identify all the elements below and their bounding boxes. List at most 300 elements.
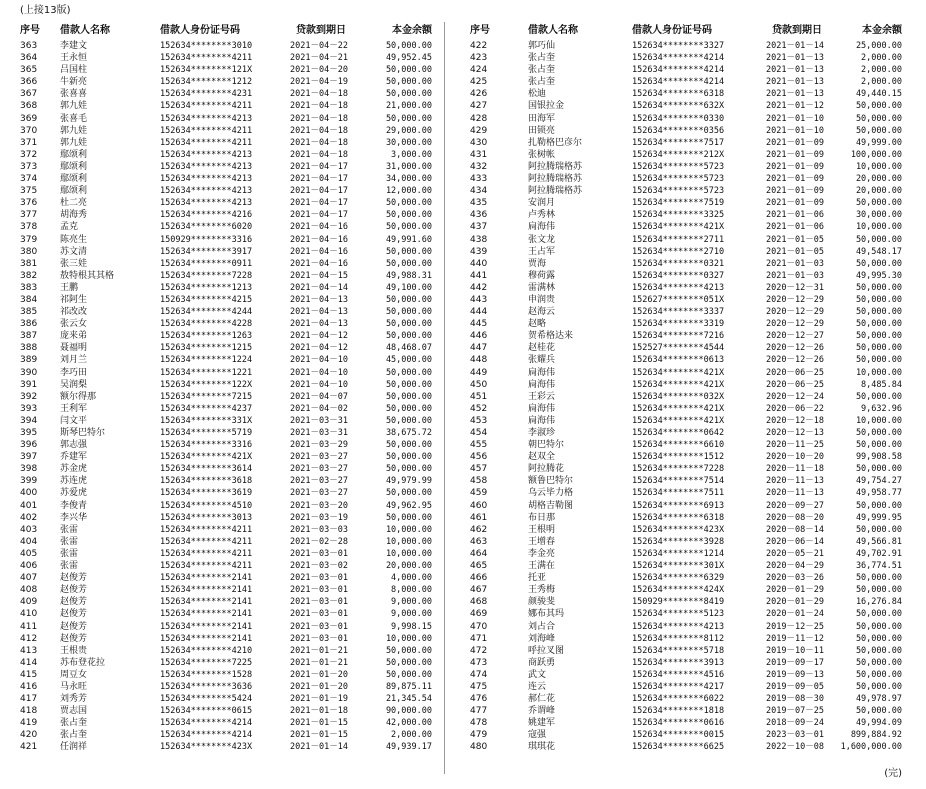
table-row	[20, 439, 432, 451]
table-row	[470, 209, 902, 221]
row-due-date: 2021－04－16	[290, 246, 348, 257]
row-balance: 50,000.00	[385, 440, 432, 451]
row-seq: 454	[470, 428, 488, 438]
table-row	[470, 427, 902, 439]
row-seq: 384	[20, 294, 38, 305]
row-seq: 394	[20, 415, 38, 426]
row-borrower-name: 王根贵	[60, 645, 88, 656]
table-row	[20, 209, 432, 221]
row-seq: 414	[20, 657, 38, 668]
row-due-date: 2021－01－09	[766, 198, 824, 209]
row-due-date: 2022－10－08	[766, 742, 824, 753]
row-balance: 20,000.00	[855, 186, 902, 197]
row-balance: 50,000.00	[385, 41, 432, 51]
row-borrower-name: 张占奎	[60, 718, 88, 729]
row-due-date: 2019－10－11	[766, 645, 824, 656]
table-row	[470, 367, 902, 379]
column-divider	[444, 22, 445, 774]
row-due-date: 2021－01－10	[766, 125, 824, 136]
row-seq: 433	[470, 174, 488, 185]
row-balance: 50,000.00	[855, 681, 902, 692]
row-seq: 389	[20, 355, 38, 366]
row-due-date: 2020－12－24	[766, 391, 824, 402]
row-seq: 378	[20, 222, 38, 233]
row-borrower-name: 扎勒格巴彦尔	[528, 137, 583, 148]
row-borrower-name: 姚建军	[528, 718, 556, 729]
table-row	[20, 391, 432, 403]
table-row	[470, 669, 902, 681]
row-due-date: 2019－09－17	[766, 657, 824, 668]
row-due-date: 2020－12－26	[766, 343, 824, 354]
row-balance: 50,000.00	[385, 657, 432, 668]
row-borrower-name: 胡格吉勒图	[528, 500, 574, 511]
table-row	[470, 258, 902, 270]
row-borrower-name: 张雷	[60, 524, 79, 535]
row-id-number: 152634********4216	[160, 210, 253, 221]
table-row	[470, 52, 902, 64]
row-id-number: 152634********3614	[160, 464, 253, 475]
row-borrower-name: 苏布登花拉	[60, 657, 106, 668]
row-balance: 49,440.15	[855, 89, 902, 100]
row-balance: 45,000.00	[385, 355, 432, 366]
row-balance: 99,908.58	[855, 452, 902, 463]
row-due-date: 2021－04－10	[290, 355, 348, 366]
row-due-date: 2021－04－17	[290, 186, 348, 197]
row-seq: 363	[20, 41, 38, 51]
row-borrower-name: 托亚	[528, 573, 547, 584]
table-header	[20, 18, 432, 36]
row-id-number: 152634********7225	[160, 657, 253, 668]
row-id-number: 152634********5424	[160, 694, 253, 705]
row-balance: 20,000.00	[385, 561, 432, 572]
table-row	[470, 512, 902, 524]
row-id-number: 152634********3013	[160, 512, 253, 523]
row-due-date: 2020－09－27	[766, 500, 824, 511]
row-seq: 447	[470, 343, 488, 354]
row-id-number: 152634********421X	[632, 367, 725, 378]
row-due-date: 2021－03－01	[290, 573, 348, 584]
table-row	[470, 197, 902, 209]
row-due-date: 2021－03－20	[290, 500, 348, 511]
table-row	[20, 221, 432, 233]
row-seq: 453	[470, 415, 488, 426]
row-borrower-name: 苏连虎	[60, 476, 88, 487]
row-id-number: 152634********0911	[160, 258, 253, 269]
row-seq: 439	[470, 246, 488, 257]
row-due-date: 2021－01－13	[766, 89, 824, 100]
row-id-number: 152634********1528	[160, 669, 253, 680]
row-due-date: 2020－12－31	[766, 282, 824, 293]
table-row	[470, 270, 902, 282]
row-balance: 89,875.11	[385, 681, 432, 692]
row-due-date: 2021－03－31	[290, 428, 348, 438]
table-row	[20, 645, 432, 657]
row-due-date: 2021－01－13	[766, 77, 824, 88]
row-borrower-name: 张雷	[60, 561, 79, 572]
table-body	[20, 40, 432, 754]
table-row	[20, 282, 432, 294]
row-balance: 50,000.00	[385, 210, 432, 221]
table-row	[470, 391, 902, 403]
row-due-date: 2021－04－18	[290, 89, 348, 100]
row-seq: 444	[470, 307, 488, 318]
row-borrower-name: 刘海峰	[528, 633, 556, 644]
row-balance: 2,000.00	[391, 730, 432, 741]
row-seq: 395	[20, 428, 38, 438]
row-borrower-name: 李巧田	[60, 367, 88, 378]
row-balance: 10,000.00	[855, 161, 902, 172]
row-seq: 442	[470, 282, 488, 293]
row-id-number: 150929********8419	[632, 597, 725, 608]
row-borrower-name: 王永恒	[60, 53, 88, 64]
row-id-number: 152634********4213	[160, 174, 253, 185]
row-id-number: 152634********1215	[160, 343, 253, 354]
row-due-date: 2020－12－29	[766, 307, 824, 318]
continuation-note: (上接13版)	[20, 5, 71, 16]
row-seq: 402	[20, 512, 38, 523]
row-id-number: 152634********032X	[632, 391, 725, 402]
table-row	[470, 536, 902, 548]
row-borrower-name: 扃海伟	[528, 367, 556, 378]
row-seq: 450	[470, 379, 488, 390]
row-seq: 392	[20, 391, 38, 402]
row-id-number: 152634********0616	[632, 718, 725, 729]
row-seq: 435	[470, 198, 488, 209]
row-due-date: 2023－03－01	[766, 730, 824, 741]
table-row	[20, 113, 432, 125]
row-borrower-name: 雷满林	[528, 282, 556, 293]
row-balance: 49,991.60	[385, 234, 432, 245]
row-id-number: 152634********4214	[632, 77, 725, 88]
row-id-number: 152634********3337	[632, 307, 725, 318]
row-id-number: 152634********0330	[632, 113, 725, 124]
row-seq: 455	[470, 440, 488, 451]
row-borrower-name: 乌云毕力格	[528, 488, 574, 499]
table-row	[470, 633, 902, 645]
row-seq: 412	[20, 633, 38, 644]
table-row	[20, 173, 432, 185]
row-id-number: 152634********0356	[632, 125, 725, 136]
row-due-date: 2020－03－26	[766, 573, 824, 584]
row-due-date: 2020－12－18	[766, 415, 824, 426]
row-borrower-name: 王根明	[528, 524, 556, 535]
row-seq: 473	[470, 657, 488, 668]
row-borrower-name: 连云	[528, 681, 547, 692]
row-seq: 458	[470, 476, 488, 487]
row-balance: 12,000.00	[385, 186, 432, 197]
row-id-number: 152634********4211	[160, 53, 253, 64]
row-seq: 424	[470, 65, 488, 76]
row-balance: 25,000.00	[855, 41, 902, 51]
row-seq: 381	[20, 258, 38, 269]
row-borrower-name: 张云女	[60, 319, 88, 330]
row-balance: 90,000.00	[385, 706, 432, 717]
row-balance: 1,600,000.00	[840, 742, 902, 753]
table-row	[20, 548, 432, 560]
table-row	[470, 451, 902, 463]
row-borrower-name: 祁阿生	[60, 294, 88, 305]
row-borrower-name: 李建文	[60, 41, 88, 51]
table-row	[470, 342, 902, 354]
row-seq: 446	[470, 331, 488, 342]
row-seq: 430	[470, 137, 488, 148]
row-due-date: 2021－03－27	[290, 464, 348, 475]
row-seq: 391	[20, 379, 38, 390]
table-row	[470, 487, 902, 499]
row-seq: 400	[20, 488, 38, 499]
table-row	[20, 354, 432, 366]
row-balance: 10,000.00	[385, 524, 432, 535]
row-seq: 368	[20, 101, 38, 112]
row-borrower-name: 郭巧仙	[528, 41, 556, 51]
row-due-date: 2021－01－06	[766, 210, 824, 221]
table-row	[470, 100, 902, 112]
row-due-date: 2021－04－17	[290, 210, 348, 221]
row-borrower-name: 额鲁巴特尔	[528, 476, 574, 487]
row-id-number: 152634********6022	[632, 694, 725, 705]
table-row	[20, 584, 432, 596]
row-borrower-name: 张占奎	[528, 65, 556, 76]
row-id-number: 152634********4211	[160, 561, 253, 572]
row-balance: 50,000.00	[855, 669, 902, 680]
row-balance: 2,000.00	[861, 77, 902, 88]
row-borrower-name: 郭九娃	[60, 137, 88, 148]
row-borrower-name: 扃海伟	[528, 379, 556, 390]
row-borrower-name: 王利军	[60, 403, 88, 414]
row-due-date: 2021－04－13	[290, 319, 348, 330]
row-due-date: 2021－03－01	[290, 633, 348, 644]
row-borrower-name: 呼拉叉图	[528, 645, 565, 656]
row-balance: 50,000.00	[385, 198, 432, 209]
table-row	[20, 524, 432, 536]
row-id-number: 152634********7228	[632, 464, 725, 475]
row-seq: 463	[470, 536, 488, 547]
row-seq: 401	[20, 500, 38, 511]
row-balance: 34,000.00	[385, 174, 432, 185]
row-borrower-name: 赵俊芳	[60, 609, 88, 620]
row-id-number: 152634********1224	[160, 355, 253, 366]
row-seq: 385	[20, 307, 38, 318]
table-row	[470, 463, 902, 475]
row-seq: 367	[20, 89, 38, 100]
row-balance: 50,000.00	[855, 198, 902, 209]
row-borrower-name: 贺希格达来	[528, 331, 574, 342]
row-borrower-name: 祁改改	[60, 307, 88, 318]
row-seq: 471	[470, 633, 488, 644]
row-seq: 437	[470, 222, 488, 233]
row-balance: 50,000.00	[385, 464, 432, 475]
row-borrower-name: 苏文清	[60, 246, 88, 257]
row-borrower-name: 陈亮生	[60, 234, 88, 245]
row-due-date: 2021－03－01	[290, 621, 348, 632]
table-row	[470, 403, 902, 415]
row-balance: 50,000.00	[385, 246, 432, 257]
row-balance: 50,000.00	[385, 222, 432, 233]
row-balance: 50,000.00	[855, 331, 902, 342]
row-due-date: 2020－11－13	[766, 476, 824, 487]
table-row	[470, 596, 902, 608]
row-seq: 452	[470, 403, 488, 414]
row-due-date: 2018－09－24	[766, 718, 824, 729]
row-seq: 407	[20, 573, 38, 584]
row-due-date: 2020－06－22	[766, 403, 824, 414]
row-id-number: 152634********1818	[632, 706, 725, 717]
row-due-date: 2021－03－27	[290, 488, 348, 499]
header-name: 借款人名称	[60, 25, 110, 36]
table-row	[470, 294, 902, 306]
row-id-number: 152634********5719	[160, 428, 253, 438]
row-borrower-name: 赵俊芳	[60, 585, 88, 596]
row-balance: 49,995.30	[855, 270, 902, 281]
row-due-date: 2021－01－21	[290, 645, 348, 656]
row-borrower-name: 张占奎	[528, 53, 556, 64]
row-borrower-name: 王增春	[528, 536, 556, 547]
row-balance: 50,000.00	[855, 524, 902, 535]
row-id-number: 152634********4213	[160, 161, 253, 172]
row-borrower-name: 张占奎	[528, 77, 556, 88]
row-borrower-name: 赵海云	[528, 307, 556, 318]
row-balance: 50,000.00	[385, 367, 432, 378]
row-seq: 399	[20, 476, 38, 487]
row-id-number: 152634********122X	[160, 379, 253, 390]
row-due-date: 2020－08－20	[766, 512, 824, 523]
row-seq: 438	[470, 234, 488, 245]
row-balance: 50,000.00	[855, 609, 902, 620]
row-due-date: 2021－04－18	[290, 125, 348, 136]
row-borrower-name: 刘月兰	[60, 355, 88, 366]
row-balance: 9,998.15	[391, 621, 432, 632]
table-row	[470, 524, 902, 536]
row-id-number: 152634********1214	[632, 548, 725, 559]
table-row	[470, 717, 902, 729]
row-id-number: 152634********4217	[632, 681, 725, 692]
row-id-number: 152634********4215	[160, 294, 253, 305]
row-seq: 371	[20, 137, 38, 148]
row-seq: 431	[470, 149, 488, 160]
row-due-date: 2021－01－12	[766, 101, 824, 112]
row-due-date: 2021－04－13	[290, 307, 348, 318]
table-row	[20, 487, 432, 499]
row-due-date: 2020－12－26	[766, 355, 824, 366]
table-body	[470, 40, 902, 754]
row-id-number: 152634********3619	[160, 488, 253, 499]
row-seq: 459	[470, 488, 488, 499]
row-borrower-name: 穆荷露	[528, 270, 556, 281]
table-row	[20, 741, 432, 753]
row-due-date: 2021－03－27	[290, 476, 348, 487]
row-borrower-name: 庞来弟	[60, 331, 88, 342]
table-row	[20, 572, 432, 584]
row-borrower-name: 赵桂花	[528, 343, 556, 354]
row-due-date: 2021－01－09	[766, 161, 824, 172]
row-due-date: 2021－03－01	[290, 597, 348, 608]
row-due-date: 2020－12－29	[766, 319, 824, 330]
row-seq: 406	[20, 561, 38, 572]
row-seq: 441	[470, 270, 488, 281]
table-row	[20, 500, 432, 512]
table-row	[470, 572, 902, 584]
row-seq: 408	[20, 585, 38, 596]
row-balance: 49,978.97	[855, 694, 902, 705]
row-balance: 49,979.99	[385, 476, 432, 487]
row-borrower-name: 敖特根其其格	[60, 270, 115, 281]
row-id-number: 152634********3325	[632, 210, 725, 221]
row-id-number: 152634********2141	[160, 633, 253, 644]
row-due-date: 2020－12－29	[766, 294, 824, 305]
row-id-number: 152634********5723	[632, 161, 725, 172]
row-due-date: 2021－01－09	[766, 149, 824, 160]
row-seq: 451	[470, 391, 488, 402]
row-balance: 50,000.00	[855, 440, 902, 451]
row-balance: 49,566.81	[855, 536, 902, 547]
row-id-number: 152634********421X	[632, 415, 725, 426]
row-seq: 434	[470, 186, 488, 197]
row-seq: 379	[20, 234, 38, 245]
table-row	[20, 427, 432, 439]
row-seq: 475	[470, 681, 488, 692]
row-due-date: 2021－01－05	[766, 246, 824, 257]
row-balance: 49,988.31	[385, 270, 432, 281]
row-seq: 466	[470, 573, 488, 584]
row-seq: 397	[20, 452, 38, 463]
row-borrower-name: 李兴华	[60, 512, 88, 523]
row-balance: 50,000.00	[855, 633, 902, 644]
table-row	[470, 475, 902, 487]
row-id-number: 152634********2711	[632, 234, 725, 245]
row-seq: 373	[20, 161, 38, 172]
row-due-date: 2021－01－03	[766, 258, 824, 269]
row-borrower-name: 布日那	[528, 512, 556, 523]
row-due-date: 2021－01－09	[766, 137, 824, 148]
table-row	[20, 669, 432, 681]
row-seq: 474	[470, 669, 488, 680]
row-id-number: 152634********7519	[632, 198, 725, 209]
table-row	[20, 306, 432, 318]
row-id-number: 152634********7228	[160, 270, 253, 281]
row-due-date: 2021－04－18	[290, 137, 348, 148]
row-balance: 20,000.00	[855, 174, 902, 185]
row-balance: 49,702.91	[855, 548, 902, 559]
row-id-number: 152634********4214	[632, 65, 725, 76]
row-borrower-name: 张雷	[60, 536, 79, 547]
row-borrower-name: 郭九娃	[60, 101, 88, 112]
row-borrower-name: 卢秀林	[528, 210, 556, 221]
row-id-number: 152634********4213	[160, 149, 253, 160]
table-row	[470, 125, 902, 137]
row-seq: 449	[470, 367, 488, 378]
row-id-number: 152634********0615	[160, 706, 253, 717]
row-balance: 50,000.00	[855, 391, 902, 402]
row-id-number: 152634********7215	[160, 391, 253, 402]
row-seq: 418	[20, 706, 38, 717]
header-seq: 序号	[20, 25, 40, 36]
row-id-number: 152634********3913	[632, 657, 725, 668]
row-balance: 50,000.00	[385, 512, 432, 523]
row-borrower-name: 颜骏斐	[528, 597, 556, 608]
row-id-number: 152634********421X	[632, 403, 725, 414]
row-due-date: 2020－04－29	[766, 561, 824, 572]
row-id-number: 152634********4213	[632, 282, 725, 293]
row-seq: 388	[20, 343, 38, 354]
header-name: 借款人名称	[528, 25, 578, 36]
end-mark: (完)	[884, 768, 902, 779]
table-row	[20, 137, 432, 149]
row-seq: 480	[470, 742, 488, 753]
row-id-number: 152634********2141	[160, 621, 253, 632]
row-id-number: 152634********2141	[160, 609, 253, 620]
row-id-number: 152634********4237	[160, 403, 253, 414]
row-borrower-name: 赵俊芳	[60, 633, 88, 644]
